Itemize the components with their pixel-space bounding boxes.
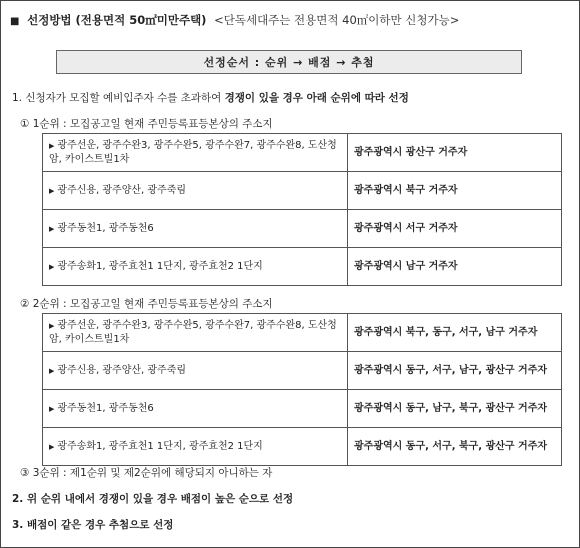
section-heading xyxy=(10,12,459,28)
selection-order-box: 선정순서 : 순위 → 배점 → 추첨 xyxy=(56,50,522,74)
residence-cell: 광주광역시 북구 거주자 xyxy=(348,172,562,210)
table-row xyxy=(43,210,562,248)
table-row xyxy=(43,134,562,172)
arrow-bullet-icon: ▶ xyxy=(49,366,55,375)
rank-2-table xyxy=(42,313,562,466)
item-1-emphasis: 경쟁이 있을 경우 아래 순위에 따라 선정 xyxy=(224,92,409,104)
arrow-bullet-icon: ▶ xyxy=(49,186,55,195)
table-row xyxy=(43,314,562,352)
rank-2-title: ② 2순위 : 모집공고일 현재 주민등록표등본상의 주소지 xyxy=(20,298,273,310)
arrow-bullet-icon: ▶ xyxy=(49,442,55,451)
complex-list: ▶ 광주동천1, 광주동천6 xyxy=(43,210,348,248)
residence-cell: 광주광역시 남구 거주자 xyxy=(348,248,562,286)
heading-title: 선정방법 (전용면적 50㎡미만주택) xyxy=(27,13,207,27)
item-2: 2. 위 순위 내에서 경쟁이 있을 경우 배점이 높은 순으로 선정 xyxy=(12,493,294,505)
arrow-bullet-icon: ▶ xyxy=(49,404,55,413)
residence-cell: 광주광역시 동구, 남구, 북구, 광산구 거주자 xyxy=(348,390,562,428)
residence-cell: 광주광역시 북구, 동구, 서구, 남구 거주자 xyxy=(348,314,562,352)
rank-1-table xyxy=(42,133,562,286)
square-bullet-icon: ■ xyxy=(10,16,20,27)
table-row xyxy=(43,248,562,286)
item-1-prefix: 1. 신청자가 모집할 예비입주자 수를 초과하여 xyxy=(12,92,225,104)
complex-list: ▶ 광주송화1, 광주효천1 1단지, 광주효천2 1단지 xyxy=(43,248,348,286)
table-row xyxy=(43,428,562,466)
item-1 xyxy=(12,90,409,105)
table-row xyxy=(43,352,562,390)
complex-list: ▶ 광주신용, 광주양산, 광주죽림 xyxy=(43,352,348,390)
residence-cell: 광주광역시 서구 거주자 xyxy=(348,210,562,248)
complex-list: ▶ 광주신용, 광주양산, 광주죽림 xyxy=(43,172,348,210)
complex-list: ▶ 광주선운, 광주수완3, 광주수완5, 광주수완7, 광주수완8, 도산청암, 카이스트빌1차 xyxy=(43,134,348,172)
complex-list: ▶ 광주송화1, 광주효천1 1단지, 광주효천2 1단지 xyxy=(43,428,348,466)
table-row xyxy=(43,390,562,428)
heading-subtitle: <단독세대주는 전용면적 40㎡이하만 신청가능> xyxy=(214,13,460,27)
item-3: 3. 배점이 같은 경우 추첨으로 선정 xyxy=(12,519,174,531)
residence-cell: 광주광역시 동구, 서구, 북구, 광산구 거주자 xyxy=(348,428,562,466)
rank-3-line: ③ 3순위 : 제1순위 및 제2순위에 해당되지 아니하는 자 xyxy=(20,467,273,479)
complex-list: ▶ 광주선운, 광주수완3, 광주수완5, 광주수완7, 광주수완8, 도산청암, 카이스트빌1차 xyxy=(43,314,348,352)
table-row xyxy=(43,172,562,210)
arrow-bullet-icon: ▶ xyxy=(49,262,55,271)
arrow-bullet-icon: ▶ xyxy=(49,224,55,233)
complex-list: ▶ 광주동천1, 광주동천6 xyxy=(43,390,348,428)
rank-1-title: ① 1순위 : 모집공고일 현재 주민등록표등본상의 주소지 xyxy=(20,118,273,130)
arrow-bullet-icon: ▶ xyxy=(49,321,55,330)
residence-cell: 광주광역시 광산구 거주자 xyxy=(348,134,562,172)
arrow-bullet-icon: ▶ xyxy=(49,141,55,150)
residence-cell: 광주광역시 동구, 서구, 남구, 광산구 거주자 xyxy=(348,352,562,390)
